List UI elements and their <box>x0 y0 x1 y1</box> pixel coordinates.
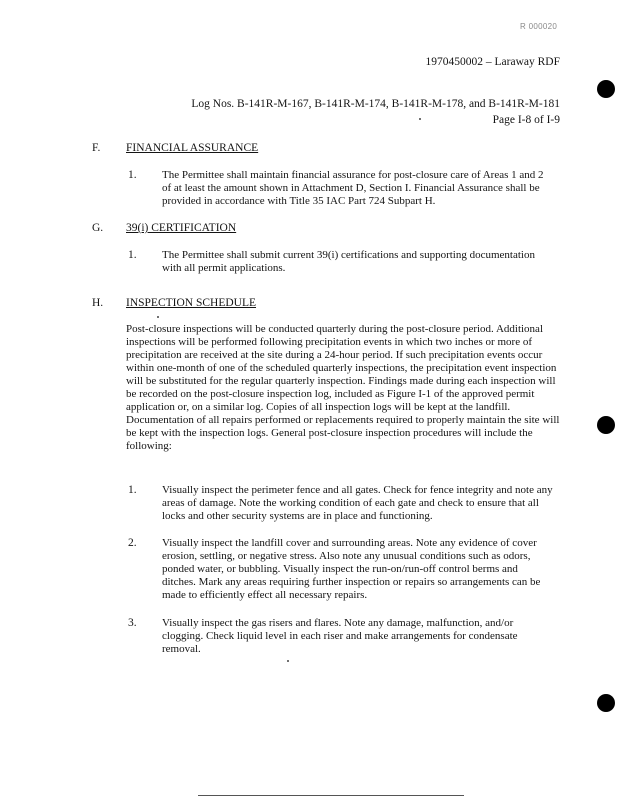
section-h-intro-paragraph: Post-closure inspections will be conducted quarterly during the post-closure period. Additional inspections will be performed following precipitation events in which two inches or more of precipitation are received at the site during a 24-hour period. If such precipitation events occur within one-month of one of the scheduled quarterly inspections, the precipitation event inspection will be substituted for the regular quarterly inspection. Findings made during each inspection will be recorded on the post-closure inspection log, included as Figure I-1 of the approved permit application or, on a similar log. Copies of all inspection logs will be kept at the landfill. Documentation of all repairs performed or replacements required to properly maintain the site will be kept with the inspection logs. General post-closure inspection procedures will include the following: <box>126 323 560 452</box>
section-h-item-3-text: Visually inspect the gas risers and flares. Note any damage, malfunction, and/or clogging. Check liquid level in each riser and make arrangements for condensate removal. <box>162 617 518 655</box>
section-f-letter: F. <box>92 142 101 154</box>
section-h-title: INSPECTION SCHEDULE <box>126 297 257 309</box>
section-h-item-1-number: 1. <box>128 484 137 496</box>
punch-hole-top <box>597 80 615 98</box>
section-g-letter: G. <box>92 222 104 234</box>
section-f-item-1-text: The Permittee shall maintain financial assurance for post-closure care of Areas 1 and 2 of at least the amount shown in Attachment D, Section I. Financial Assurance shall be provided in accordance with Title 35 IAC Part 724 Subpart H. <box>162 169 544 207</box>
header-facility: 1970450002 – Laraway RDF <box>425 56 560 68</box>
section-g-item-1-text: The Permittee shall submit current 39(i) certifications and supporting documentation with all permit applications. <box>162 249 535 274</box>
section-h-item-3-number: 3. <box>128 617 137 629</box>
header-log-numbers: Log Nos. B-141R-M-167, B-141R-M-174, B-141R-M-178, and B-141R-M-181 <box>191 98 560 110</box>
punch-hole-middle <box>597 416 615 434</box>
section-f-title: FINANCIAL ASSURANCE <box>126 142 259 154</box>
scan-speck <box>287 660 289 662</box>
scan-speck <box>419 118 421 120</box>
header-page-number: Page I-8 of I-9 <box>492 114 560 126</box>
section-g-item-1-number: 1. <box>128 249 137 261</box>
bates-stamp: R 000020 <box>520 22 558 31</box>
section-f-item-1-number: 1. <box>128 169 137 181</box>
section-h-letter: H. <box>92 297 104 309</box>
section-g-title: 39(i) CERTIFICATION <box>126 222 237 234</box>
scan-speck <box>157 316 159 318</box>
section-h-item-1-text: Visually inspect the perimeter fence and all gates. Check for fence integrity and note any areas of damage. Note the working condition of each gate and check to ensure that all locks and other security systems are in place and functioning. <box>162 484 553 522</box>
section-h-item-2-text: Visually inspect the landfill cover and surrounding areas. Note any evidence of cover erosion, settling, or negative stress. Also note any unusual conditions such as odors, ponded water, or bubbling. Visually inspect the run-on/run-off control berms and ditches. Mark any areas requiring further inspection or repairs so arrangements can be made to efficiently effect all necessary repairs. <box>162 537 541 601</box>
section-h-item-2-number: 2. <box>128 537 137 549</box>
punch-hole-bottom <box>597 694 615 712</box>
footer-rule <box>198 795 464 796</box>
